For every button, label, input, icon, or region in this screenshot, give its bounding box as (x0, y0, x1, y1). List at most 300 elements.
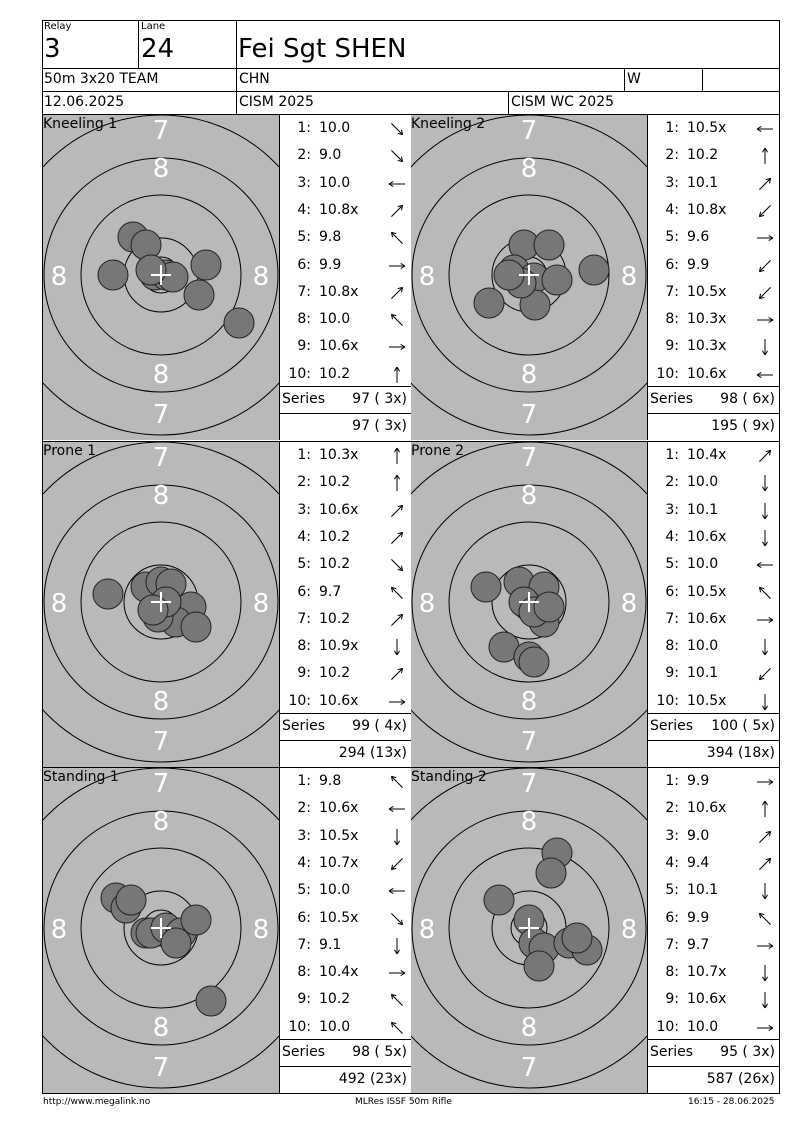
ring-number: 8 (620, 915, 638, 945)
shot-hole (519, 647, 549, 677)
series-title: Standing 1 (43, 769, 119, 785)
series-total: 100 ( 5x) (711, 718, 775, 734)
direction-arrow-icon (753, 773, 777, 791)
shot-number: 6: (665, 583, 679, 600)
shot-row (649, 961, 777, 988)
shot-row (649, 254, 777, 281)
shot-hole (93, 579, 123, 609)
shot-number: 7: (297, 283, 311, 300)
ring-number: 7 (520, 443, 538, 473)
shot-number: 10: (288, 365, 311, 382)
direction-arrow-icon (753, 828, 777, 846)
direction-arrow-icon (385, 611, 409, 629)
divider (138, 20, 139, 68)
shot-row (281, 281, 409, 308)
shot-number: 4: (665, 528, 679, 545)
shot-value: 10.2 (319, 528, 351, 545)
shot-hole (161, 928, 191, 958)
shot-number: 5: (665, 882, 679, 899)
shot-value: 10.1 (687, 501, 719, 518)
running-total: 394 (18x) (706, 745, 775, 761)
direction-arrow-icon (385, 202, 409, 220)
series-title: Prone 1 (43, 443, 97, 459)
direction-arrow-icon (385, 447, 409, 465)
shot-number: 10: (656, 365, 679, 382)
direction-arrow-icon (753, 474, 777, 492)
shot-value: 10.5x (319, 909, 359, 926)
running-total: 97 ( 3x) (352, 418, 407, 434)
shot-row (649, 172, 777, 199)
ring-number: 7 (520, 400, 538, 430)
shot-number: 3: (665, 174, 679, 191)
direction-arrow-icon (385, 855, 409, 873)
shot-value: 10.8x (319, 283, 359, 300)
shot-hole (196, 986, 226, 1016)
ring-number: 7 (152, 116, 170, 146)
shot-value: 10.0 (319, 120, 351, 136)
shot-value: 10.4x (319, 964, 359, 981)
direction-arrow-icon (385, 147, 409, 165)
shot-number: 6: (297, 583, 311, 600)
ring-number: 8 (520, 687, 538, 717)
ring-number: 8 (50, 915, 68, 945)
shot-value: 10.6x (687, 365, 727, 382)
shot-number: 5: (297, 882, 311, 899)
shot-value: 10.2 (319, 991, 351, 1008)
direction-arrow-icon (385, 665, 409, 683)
ring-number: 7 (152, 400, 170, 430)
shot-number: 2: (297, 474, 311, 491)
shot-number: 3: (297, 174, 311, 191)
shot-number: 10: (288, 692, 311, 709)
shot-hole (471, 572, 501, 602)
shot-row (281, 526, 409, 553)
shot-value: 10.7x (319, 854, 359, 871)
direction-arrow-icon (753, 338, 777, 356)
series-title: Kneeling 2 (411, 116, 486, 132)
shot-number: 2: (665, 147, 679, 164)
direction-arrow-icon (385, 882, 409, 900)
direction-arrow-icon (385, 773, 409, 791)
shot-number: 4: (665, 854, 679, 871)
shot-value: 10.2 (319, 556, 351, 573)
ring-number: 8 (152, 360, 170, 390)
target-face (411, 115, 647, 440)
direction-arrow-icon (753, 665, 777, 683)
shot-number: 3: (297, 501, 311, 518)
direction-arrow-icon (385, 474, 409, 492)
shot-value: 10.0 (687, 638, 719, 655)
lane-value: 24 (141, 34, 175, 64)
shot-row (281, 988, 409, 1015)
ring-number: 8 (620, 589, 638, 619)
shot-row (281, 226, 409, 253)
shot-number: 6: (665, 909, 679, 926)
shot-number: 9: (665, 665, 679, 682)
running-total: 492 (23x) (338, 1071, 407, 1087)
shot-value: 10.2 (687, 147, 719, 164)
shot-value: 10.6x (687, 800, 727, 817)
shot-number: 10: (288, 1018, 311, 1035)
target-rings (43, 768, 279, 1093)
shot-row (281, 825, 409, 852)
shot-value: 10.1 (687, 665, 719, 682)
shot-row (281, 308, 409, 335)
direction-arrow-icon (385, 910, 409, 928)
footer-software: MLRes ISSF 50m Rifle (355, 1097, 452, 1107)
footer-timestamp: 16:15 - 28.06.2025 (688, 1097, 775, 1107)
shot-value: 10.3x (687, 338, 727, 355)
shot-number: 1: (297, 120, 311, 136)
shot-value: 10.0 (319, 882, 351, 899)
shot-row (649, 553, 777, 580)
direction-arrow-icon (385, 584, 409, 602)
divider (624, 68, 625, 91)
direction-arrow-icon (385, 964, 409, 982)
shot-number: 6: (665, 256, 679, 273)
direction-arrow-icon (385, 338, 409, 356)
ring-number: 8 (50, 262, 68, 292)
shot-row (649, 635, 777, 662)
direction-arrow-icon (753, 882, 777, 900)
shot-value: 10.3x (687, 311, 727, 328)
series-label: Series (650, 718, 694, 734)
match-name: CISM WC 2025 (511, 94, 615, 110)
shot-hole (536, 858, 566, 888)
shot-hole (138, 595, 168, 625)
shot-row (649, 499, 777, 526)
shot-row (281, 499, 409, 526)
shot-hole (534, 592, 564, 622)
running-total: 294 (13x) (338, 745, 407, 761)
ring-number: 8 (252, 262, 270, 292)
direction-arrow-icon (385, 257, 409, 275)
shot-row (281, 444, 409, 471)
shot-number: 9: (665, 338, 679, 355)
shot-row (281, 852, 409, 879)
direction-arrow-icon (753, 693, 777, 711)
shot-number: 6: (297, 909, 311, 926)
direction-arrow-icon (753, 284, 777, 302)
series-title: Standing 2 (411, 769, 487, 785)
target-face (43, 768, 279, 1093)
shot-number: 3: (665, 501, 679, 518)
shot-hole (116, 885, 146, 915)
series-title: Prone 2 (411, 443, 465, 459)
shot-row (281, 879, 409, 906)
direction-arrow-icon (753, 638, 777, 656)
ring-number: 8 (520, 1013, 538, 1043)
shot-row (649, 335, 777, 362)
shot-number: 5: (665, 556, 679, 573)
direction-arrow-icon (753, 502, 777, 520)
shot-row (649, 797, 777, 824)
shot-number: 6: (297, 256, 311, 273)
shot-row (649, 879, 777, 906)
relay-value: 3 (44, 34, 61, 64)
divider (42, 91, 780, 92)
shot-value: 10.5x (319, 827, 359, 844)
divider (279, 1039, 411, 1040)
shot-value: 9.9 (319, 256, 342, 273)
shot-row (649, 526, 777, 553)
shot-row (281, 144, 409, 171)
series-label: Series (282, 1044, 326, 1060)
ring-number: 8 (152, 154, 170, 184)
direction-arrow-icon (753, 611, 777, 629)
shot-value: 10.6x (319, 338, 359, 355)
shot-row (649, 907, 777, 934)
shot-row (281, 608, 409, 635)
shot-row (281, 553, 409, 580)
shot-number: 2: (297, 147, 311, 164)
shot-number: 1: (297, 447, 311, 463)
shot-value: 10.5x (687, 692, 727, 709)
ring-number: 8 (520, 154, 538, 184)
shot-value: 10.0 (319, 311, 351, 328)
shot-value: 9.7 (687, 936, 710, 953)
divider (279, 413, 411, 414)
shot-value: 10.0 (687, 474, 719, 491)
date: 12.06.2025 (44, 94, 125, 110)
direction-arrow-icon (385, 229, 409, 247)
shot-number: 1: (665, 773, 679, 789)
shot-hole (181, 612, 211, 642)
direction-arrow-icon (753, 1019, 777, 1037)
lane-label: Lane (141, 21, 166, 32)
direction-arrow-icon (385, 284, 409, 302)
target-rings (411, 768, 647, 1093)
shot-value: 10.0 (687, 1018, 719, 1035)
shot-number: 4: (665, 201, 679, 218)
shot-value: 10.5x (687, 283, 727, 300)
shot-value: 9.7 (319, 583, 342, 600)
direction-arrow-icon (385, 502, 409, 520)
series-total: 98 ( 5x) (352, 1044, 407, 1060)
shot-number: 1: (665, 120, 679, 136)
shot-row (281, 117, 409, 144)
shot-row (649, 988, 777, 1015)
shot-number: 4: (297, 528, 311, 545)
target-face (43, 115, 279, 440)
divider (647, 1066, 779, 1067)
shot-row (281, 770, 409, 797)
shot-row (281, 254, 409, 281)
shot-value: 10.0 (319, 1018, 351, 1035)
shot-value: 10.6x (319, 800, 359, 817)
shot-row (649, 308, 777, 335)
divider (647, 1039, 779, 1040)
shot-value: 10.3x (319, 447, 359, 463)
divider (42, 767, 780, 768)
series-total: 98 ( 6x) (720, 391, 775, 407)
shot-row (281, 581, 409, 608)
shot-row (281, 335, 409, 362)
shot-value: 9.9 (687, 909, 710, 926)
shot-row (281, 797, 409, 824)
shot-value: 10.2 (319, 474, 351, 491)
direction-arrow-icon (753, 964, 777, 982)
shot-row (281, 961, 409, 988)
shot-number: 8: (297, 964, 311, 981)
divider (279, 386, 411, 387)
shot-value: 10.6x (319, 692, 359, 709)
ring-number: 7 (520, 1053, 538, 1083)
shot-number: 8: (297, 311, 311, 328)
ring-number: 7 (520, 769, 538, 799)
divider (279, 1066, 411, 1067)
shot-hole (98, 260, 128, 290)
shot-number: 1: (297, 773, 311, 789)
shot-value: 10.0 (687, 556, 719, 573)
shot-value: 10.7x (687, 964, 727, 981)
direction-arrow-icon (385, 1019, 409, 1037)
shot-value: 9.8 (319, 773, 342, 789)
shot-value: 10.1 (687, 882, 719, 899)
shot-hole (524, 951, 554, 981)
shot-number: 5: (297, 556, 311, 573)
divider (236, 20, 237, 114)
target-face (43, 442, 279, 767)
shot-number: 2: (665, 800, 679, 817)
divider (508, 91, 509, 114)
shot-row (649, 770, 777, 797)
shot-hole (184, 280, 214, 310)
direction-arrow-icon (385, 311, 409, 329)
shot-value: 9.1 (319, 936, 342, 953)
ring-number: 8 (252, 589, 270, 619)
series-title: Kneeling 1 (43, 116, 118, 132)
direction-arrow-icon (753, 447, 777, 465)
shot-number: 9: (297, 991, 311, 1008)
divider (42, 441, 780, 442)
shot-value: 10.6x (687, 528, 727, 545)
shot-value: 10.1 (687, 174, 719, 191)
target-face (411, 768, 647, 1093)
ring-number: 7 (152, 443, 170, 473)
target-rings (411, 442, 647, 767)
shot-number: 2: (297, 800, 311, 817)
divider (647, 740, 779, 741)
divider (279, 740, 411, 741)
shot-number: 9: (665, 991, 679, 1008)
shot-hole (484, 885, 514, 915)
running-total: 587 (26x) (706, 1071, 775, 1087)
footer-url[interactable]: http://www.megalink.no (43, 1097, 151, 1107)
ring-number: 8 (520, 807, 538, 837)
shot-number: 8: (665, 638, 679, 655)
shot-number: 5: (665, 229, 679, 246)
gender: W (627, 71, 641, 87)
shot-row (649, 825, 777, 852)
shot-value: 10.8x (687, 201, 727, 218)
direction-arrow-icon (753, 800, 777, 818)
direction-arrow-icon (385, 175, 409, 193)
running-total: 195 ( 9x) (711, 418, 775, 434)
shot-row (281, 662, 409, 689)
direction-arrow-icon (385, 638, 409, 656)
divider (702, 68, 703, 91)
shot-value: 9.9 (687, 773, 710, 789)
shot-row (281, 934, 409, 961)
shot-hole (191, 250, 221, 280)
ring-number: 8 (620, 262, 638, 292)
direction-arrow-icon (753, 991, 777, 1009)
direction-arrow-icon (753, 910, 777, 928)
ring-number: 8 (252, 915, 270, 945)
shot-row (649, 662, 777, 689)
direction-arrow-icon (385, 366, 409, 384)
shot-value: 10.5x (687, 583, 727, 600)
direction-arrow-icon (753, 556, 777, 574)
direction-arrow-icon (753, 529, 777, 547)
shot-row (649, 281, 777, 308)
direction-arrow-icon (385, 529, 409, 547)
shot-value: 9.4 (687, 854, 710, 871)
shot-number: 4: (297, 201, 311, 218)
ring-number: 7 (152, 727, 170, 757)
direction-arrow-icon (753, 366, 777, 384)
relay-label: Relay (44, 21, 72, 32)
divider (647, 386, 779, 387)
direction-arrow-icon (385, 828, 409, 846)
direction-arrow-icon (753, 229, 777, 247)
shot-value: 10.2 (319, 365, 351, 382)
shot-hole (474, 288, 504, 318)
shot-value: 10.8x (319, 201, 359, 218)
shot-value: 10.5x (687, 120, 727, 136)
shot-row (281, 172, 409, 199)
ring-number: 7 (152, 1053, 170, 1083)
target-rings (43, 115, 279, 440)
shot-number: 1: (665, 447, 679, 463)
shot-value: 9.9 (687, 256, 710, 273)
shot-value: 9.0 (319, 147, 342, 164)
direction-arrow-icon (753, 311, 777, 329)
ring-number: 8 (520, 360, 538, 390)
direction-arrow-icon (753, 257, 777, 275)
direction-arrow-icon (753, 855, 777, 873)
shot-row (649, 144, 777, 171)
shot-row (281, 635, 409, 662)
shot-row (649, 199, 777, 226)
shot-row (649, 608, 777, 635)
series-total: 95 ( 3x) (720, 1044, 775, 1060)
direction-arrow-icon (753, 937, 777, 955)
direction-arrow-icon (385, 937, 409, 955)
divider (647, 713, 779, 714)
shot-number: 4: (297, 854, 311, 871)
direction-arrow-icon (753, 175, 777, 193)
shot-row (281, 471, 409, 498)
series-label: Series (282, 391, 326, 407)
shot-hole (562, 923, 592, 953)
shot-number: 10: (656, 692, 679, 709)
ring-number: 8 (50, 589, 68, 619)
ring-number: 8 (418, 262, 436, 292)
shot-number: 8: (665, 964, 679, 981)
ring-number: 8 (418, 589, 436, 619)
shot-number: 3: (665, 827, 679, 844)
shot-hole (579, 255, 609, 285)
shot-value: 10.9x (319, 638, 359, 655)
direction-arrow-icon (385, 120, 409, 138)
competition: CISM 2025 (239, 94, 314, 110)
divider (279, 713, 411, 714)
shot-number: 9: (297, 665, 311, 682)
target-rings (43, 442, 279, 767)
shot-value: 10.6x (687, 610, 727, 627)
